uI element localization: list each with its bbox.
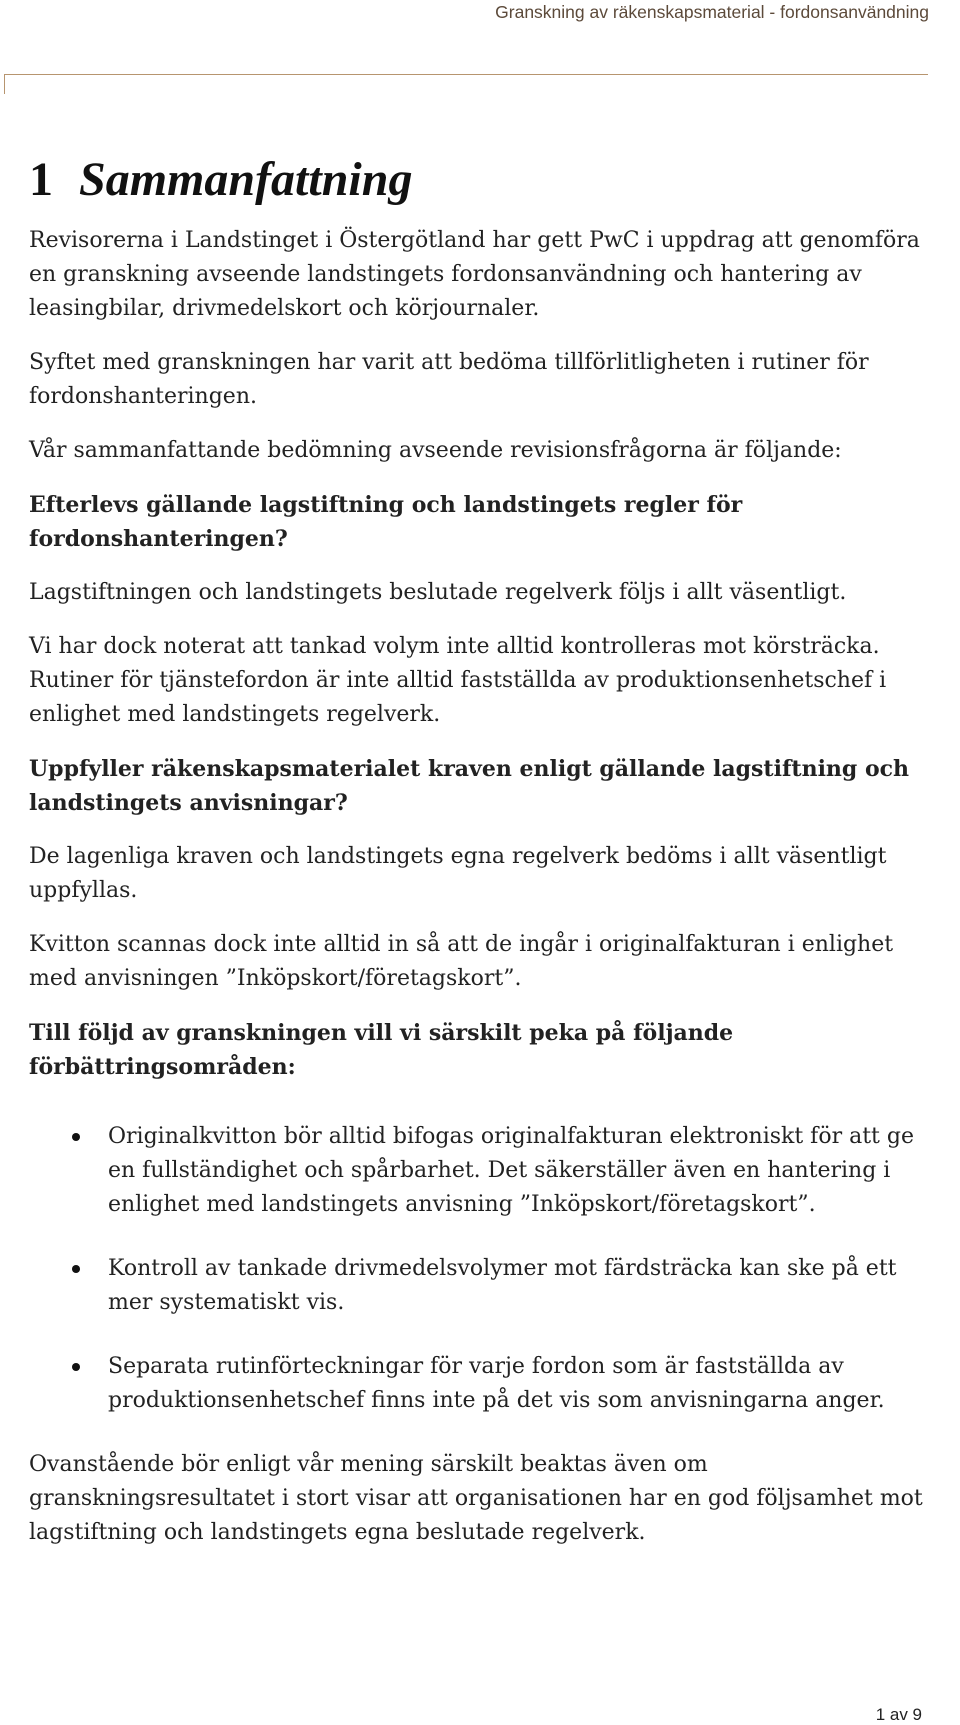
- question-1-remark-b: Rutiner för tjänstefordon är inte alltid fastställda av produktionsenhetschef i enlighet med landstingets regelverk.: [29, 668, 887, 727]
- running-header: Granskning av räkenskapsmaterial - fordonsanvändning: [495, 2, 929, 22]
- improvements-heading: Till följd av granskningen vill vi särskilt peka på följande förbättringsområden:: [29, 1020, 734, 1080]
- purpose-paragraph: Syftet med granskningen har varit att bedöma tillförlitligheten i rutiner för fordonshanteringen.: [29, 350, 869, 409]
- header-rule: [4, 74, 928, 94]
- intro-paragraph: Revisorerna i Landstinget i Östergötland har gett PwC i uppdrag att genomföra en granskning avseende landstingets fordonsanvändning och hantering av leasingbilar, drivmedelskort och körjournaler.: [29, 228, 920, 321]
- improvement-item: Originalkvitton bör alltid bifogas originalfakturan elektroniskt för att ge en fullständighet och spårbarhet. Det säkerställer även en hantering i enlighet med landstingets anvisning ”Inköpskort/företagskort”.: [29, 1120, 929, 1222]
- question-2-heading: Uppfyller räkenskapsmaterialet kraven enligt gällande lagstiftning och landstingets anvisningar?: [29, 756, 910, 816]
- section-number: 1: [29, 153, 53, 206]
- question-2-answer: De lagenliga kraven och landstingets egna regelverk bedöms i allt väsentligt uppfyllas.: [29, 844, 887, 903]
- section-title: Sammanfattning: [79, 153, 413, 206]
- assessment-intro: Vår sammanfattande bedömning avseende revisionsfrågorna är följande:: [29, 438, 842, 463]
- improvements-list: [29, 1120, 929, 1418]
- document-body: [29, 148, 929, 1570]
- question-2-remark: Kvitton scannas dock inte alltid in så att de ingår i originalfakturan i enlighet med anvisningen ”Inköpskort/företagskort”.: [29, 932, 894, 991]
- improvement-item: Separata rutinförteckningar för varje fordon som är fastställda av produktionsenhetschef finns inte på det vis som anvisningarna anger.: [29, 1350, 929, 1418]
- conclusion-paragraph: Ovanstående bör enligt vår mening särskilt beaktas även om granskningsresultatet i stort visar att organisationen har en god följsamhet mot lagstiftning och landstingets egna beslutade regelverk.: [29, 1452, 923, 1545]
- improvement-item: Kontroll av tankade drivmedelsvolymer mot färdsträcka kan ske på ett mer systematiskt vis.: [29, 1252, 929, 1320]
- page-number: 1 av 9: [875, 1705, 922, 1724]
- page-title: [29, 148, 929, 212]
- question-1-remark-a: Vi har dock noterat att tankad volym inte alltid kontrolleras mot körsträcka.: [29, 634, 880, 659]
- question-1-heading: Efterlevs gällande lagstiftning och landstingets regler för fordonshanteringen?: [29, 492, 743, 552]
- question-1-answer: Lagstiftningen och landstingets beslutade regelverk följs i allt väsentligt.: [29, 580, 847, 605]
